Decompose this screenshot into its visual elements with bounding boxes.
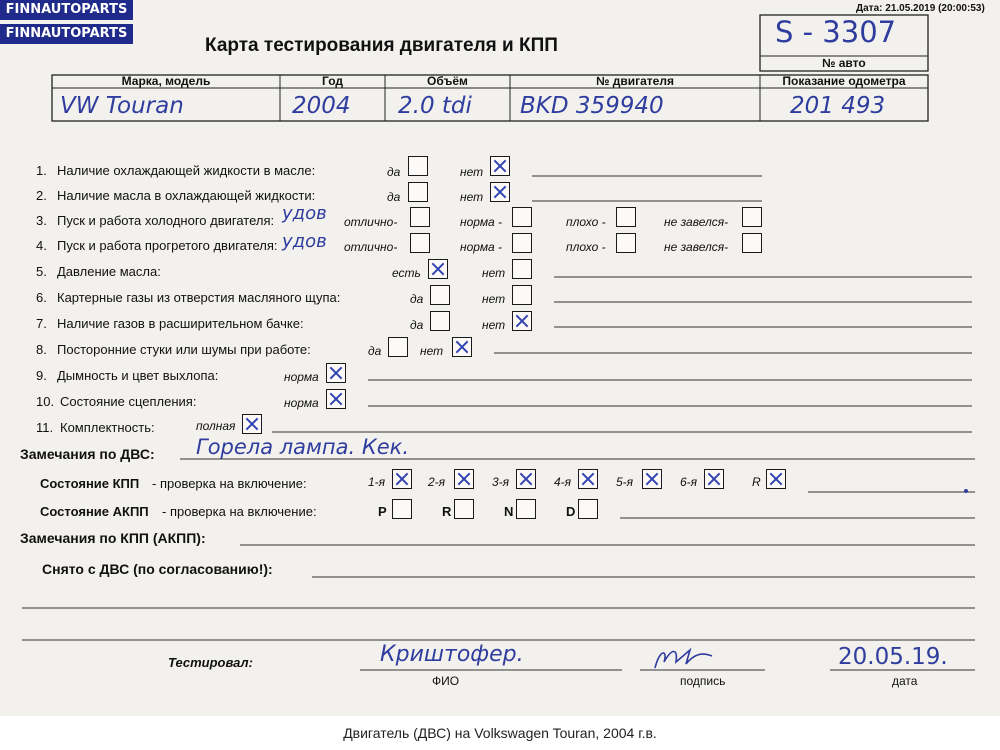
q1-opt-no-label: нет (460, 165, 484, 179)
q5-text: Давление масла: (57, 264, 161, 279)
q4-number: 4. (36, 238, 47, 253)
q3-opt-excellent-label: отлично- (344, 215, 398, 229)
q5-number: 5. (36, 264, 47, 279)
col-header-odometer: Показание одометра (782, 74, 906, 88)
q3-number: 3. (36, 213, 47, 228)
q4-normal-checkbox[interactable] (512, 233, 532, 253)
q8-yes-checkbox[interactable] (388, 337, 408, 357)
akpp-gear-n-checkbox[interactable] (516, 499, 536, 519)
q7-number: 7. (36, 316, 47, 331)
q2-yes-checkbox[interactable] (408, 182, 428, 202)
q2-number: 2. (36, 188, 47, 203)
value-year: 2004 (292, 93, 351, 119)
q6-number: 6. (36, 290, 47, 305)
q10-opt-normal-label: норма (284, 396, 319, 410)
q3-opt-normal-label: норма - (460, 215, 503, 229)
photo-caption: Двигатель (ДВС) на Volkswagen Touran, 2004 г.в. (0, 716, 1000, 750)
value-engine-no: BKD 359940 (520, 93, 664, 119)
auto-number-handwritten: S - 3307 (775, 15, 897, 49)
kpp-gear-6-label: 6-я (680, 475, 698, 489)
q1-yes-checkbox[interactable] (408, 156, 428, 176)
test-date-handwritten: 20.05.19. (838, 644, 948, 670)
q5-opt-no-label: нет (482, 266, 506, 280)
q5-yes-checkbox[interactable] (428, 259, 448, 279)
q1-text: Наличие охлаждающей жидкости в масле: (57, 163, 316, 178)
akpp-gear-r-label: R (442, 504, 452, 519)
q6-text: Картерные газы из отверстия масляного щупа: (57, 290, 341, 305)
kpp-gear-2-label: 2-я (428, 475, 446, 489)
col-header-engine-no: № двигателя (596, 74, 674, 88)
q1-number: 1. (36, 163, 47, 178)
q7-no-checkbox[interactable] (512, 311, 532, 331)
q4-opt-nostart-label: не завелся- (664, 240, 729, 254)
akpp-gear-p-checkbox[interactable] (392, 499, 412, 519)
q4-nostart-checkbox[interactable] (742, 233, 762, 253)
signature-scribble (655, 650, 712, 668)
q4-opt-bad-label: плохо - (566, 240, 606, 254)
q11-text: Комплектность: (60, 420, 155, 435)
engine-remarks-label: Замечания по ДВС: (20, 446, 155, 462)
form-title: Карта тестирования двигателя и КПП (205, 35, 558, 56)
watermark-badge-1: FINNAUTOPARTS (0, 0, 133, 20)
q9-number: 9. (36, 368, 47, 383)
kpp-gear-5-checkbox[interactable] (642, 469, 662, 489)
akpp-gear-r-checkbox[interactable] (454, 499, 474, 519)
q10-number: 10. (36, 394, 55, 409)
col-header-year: Год (322, 74, 343, 88)
q4-excellent-checkbox[interactable] (410, 233, 430, 253)
q2-no-checkbox[interactable] (490, 182, 510, 202)
kpp-remarks-label: Замечания по КПП (АКПП): (20, 530, 206, 546)
signature-label: подпись (680, 674, 726, 688)
kpp-gear-3-label: 3-я (492, 475, 510, 489)
q11-number: 11. (36, 420, 54, 435)
value-make-model: VW Touran (60, 93, 184, 119)
q9-normal-checkbox[interactable] (326, 363, 346, 383)
q8-text: Посторонние стуки или шумы при работе: (57, 342, 311, 357)
q7-opt-yes-label: да (410, 318, 424, 332)
q3-opt-nostart-label: не завелся- (664, 215, 729, 229)
q5-no-checkbox[interactable] (512, 259, 532, 279)
kpp-gear-5-label: 5-я (616, 475, 634, 489)
tester-name-handwritten: Криштофер. (380, 642, 524, 667)
removed-label: Снято с ДВС (по согласованию!): (42, 561, 273, 577)
q3-nostart-checkbox[interactable] (742, 207, 762, 227)
q6-opt-yes-label: да (410, 292, 424, 306)
fio-label: ФИО (432, 674, 460, 688)
akpp-gear-d-checkbox[interactable] (578, 499, 598, 519)
kpp-gear-3-checkbox[interactable] (516, 469, 536, 489)
kpp-gear-4-label: 4-я (554, 475, 572, 489)
q3-text: Пуск и работа холодного двигателя: (57, 213, 275, 228)
q4-note-handwritten: удов (282, 231, 327, 252)
q3-excellent-checkbox[interactable] (410, 207, 430, 227)
kpp-gear-1-checkbox[interactable] (392, 469, 412, 489)
q8-no-checkbox[interactable] (452, 337, 472, 357)
akpp-description: - проверка на включение: (162, 504, 317, 519)
q7-text: Наличие газов в расширительном бачке: (57, 316, 304, 331)
value-volume: 2.0 tdi (398, 93, 472, 119)
q2-text: Наличие масла в охлаждающей жидкости: (57, 188, 316, 203)
q2-opt-yes-label: да (387, 190, 401, 204)
kpp-gear-r-label: R (752, 475, 761, 489)
q9-text: Дымность и цвет выхлопа: (57, 368, 219, 383)
q1-no-checkbox[interactable] (490, 156, 510, 176)
q3-note-handwritten: удов (282, 203, 327, 224)
q4-opt-excellent-label: отлично- (344, 240, 398, 254)
date-label: дата (892, 674, 918, 688)
q10-text: Состояние сцепления: (60, 394, 197, 409)
kpp-gear-1-label: 1-я (368, 475, 386, 489)
q6-no-checkbox[interactable] (512, 285, 532, 305)
q6-yes-checkbox[interactable] (430, 285, 450, 305)
col-header-volume: Объём (427, 74, 468, 88)
kpp-label: Состояние КПП (40, 476, 140, 491)
q1-opt-yes-label: да (387, 165, 401, 179)
q8-number: 8. (36, 342, 47, 357)
col-header-make-model: Марка, модель (121, 74, 211, 88)
tested-by-label: Тестировал: (168, 655, 253, 670)
q6-opt-no-label: нет (482, 292, 506, 306)
q7-opt-no-label: нет (482, 318, 506, 332)
kpp-description: - проверка на включение: (152, 476, 307, 491)
akpp-label: Состояние АКПП (40, 504, 149, 519)
engine-remarks-value[interactable]: Горела лампа. Кек. (196, 435, 410, 459)
q9-opt-normal-label: норма (284, 370, 319, 384)
kpp-gear-6-checkbox[interactable] (704, 469, 724, 489)
q7-yes-checkbox[interactable] (430, 311, 450, 331)
q4-opt-normal-label: норма - (460, 240, 503, 254)
q8-opt-no-label: нет (420, 344, 444, 358)
q4-bad-checkbox[interactable] (616, 233, 636, 253)
q10-normal-checkbox[interactable] (326, 389, 346, 409)
kpp-gear-4-checkbox[interactable] (578, 469, 598, 489)
q5-opt-yes-label: есть (392, 266, 421, 280)
value-odometer: 201 493 (790, 93, 886, 119)
q11-complete-checkbox[interactable] (242, 414, 262, 434)
q4-text: Пуск и работа прогретого двигателя: (57, 238, 278, 253)
akpp-gear-d-label: D (566, 504, 576, 519)
akpp-gear-p-label: P (378, 504, 387, 519)
watermark-badge-2: FINNAUTOPARTS (0, 24, 133, 44)
q11-opt-complete-label: полная (196, 419, 236, 433)
kpp-gear-r-checkbox[interactable] (766, 469, 786, 489)
kpp-gear-2-checkbox[interactable] (454, 469, 474, 489)
q3-opt-bad-label: плохо - (566, 215, 606, 229)
q2-opt-no-label: нет (460, 190, 484, 204)
auto-number-label: № авто (822, 56, 866, 70)
date-stamp: Дата: 21.05.2019 (20:00:53) (856, 3, 985, 14)
q8-opt-yes-label: да (368, 344, 382, 358)
q3-bad-checkbox[interactable] (616, 207, 636, 227)
akpp-gear-n-label: N (504, 504, 514, 519)
q3-normal-checkbox[interactable] (512, 207, 532, 227)
